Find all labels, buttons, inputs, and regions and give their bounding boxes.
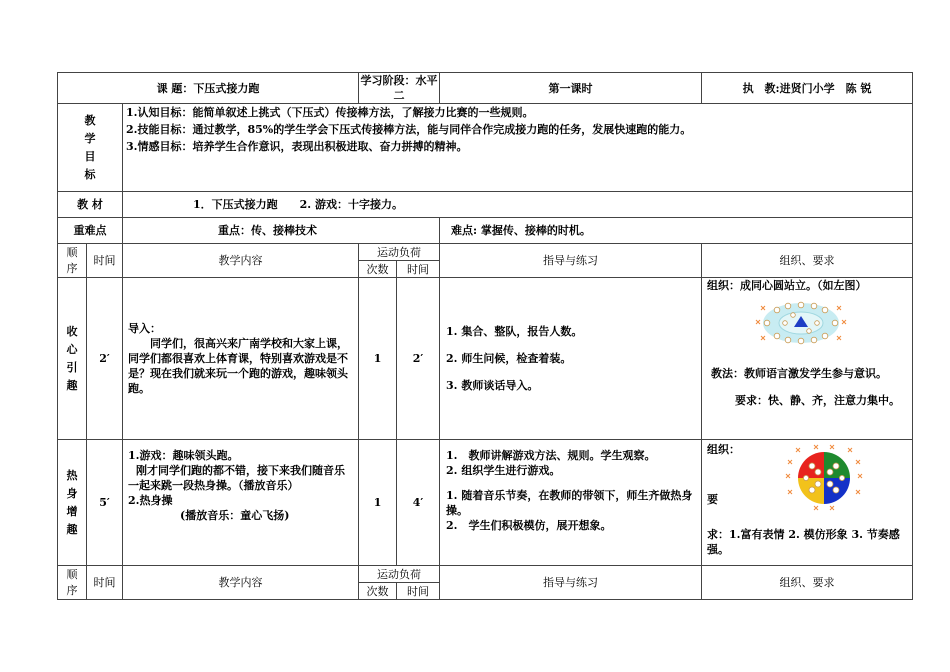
col-order-char: 序 xyxy=(66,583,78,597)
stage-2-content xyxy=(123,440,359,566)
content-line: (播放音乐：童心飞扬) xyxy=(180,509,290,522)
stage-1-duration: 2′ xyxy=(397,278,440,440)
stage: 水平二 xyxy=(393,74,438,102)
stage-2-time: 5′ xyxy=(87,440,123,566)
lesson-number: 第一课时 xyxy=(548,81,593,95)
stage-2-org xyxy=(702,440,913,566)
col-order xyxy=(58,566,87,600)
col-org: 组织、要求 xyxy=(702,244,913,278)
guide-item: 2. 组织学生进行游戏。 xyxy=(446,464,561,477)
col-order-char: 顺 xyxy=(66,567,78,581)
org-requirement: 求：1.富有表情 2. 模仿形象 3. 节奏感强。 xyxy=(707,528,900,556)
teacher: 进贤门小学 陈 锐 xyxy=(779,81,872,95)
col-org: 组织、要求 xyxy=(702,566,913,600)
goals-label xyxy=(58,104,123,192)
col-order-char: 顺 xyxy=(66,245,78,259)
col-count: 次数 xyxy=(359,261,397,278)
stage-row-2 xyxy=(58,440,913,566)
content-line: 刚才同学们跑的都不错，接下来我们随音乐一起来跳一段热身操。（播放音乐） xyxy=(128,464,345,492)
column-header-row-repeat xyxy=(58,566,913,583)
stage-1-count: 1 xyxy=(359,278,397,440)
stage-char: 趣 xyxy=(66,522,78,536)
col-guide: 指导与练习 xyxy=(440,566,702,600)
stage-char: 趣 xyxy=(66,378,78,392)
keypoints-row xyxy=(58,218,913,244)
lesson-plan-table xyxy=(57,72,913,600)
stage-char: 身 xyxy=(66,486,78,500)
content-line: 1.游戏：趣味领头跑。 xyxy=(128,449,239,462)
col-count: 次数 xyxy=(359,583,397,600)
stage-char: 热 xyxy=(66,468,78,482)
col-guide: 指导与练习 xyxy=(440,244,702,278)
guide-item: 1. 集合、整队，报告人数。 xyxy=(446,325,583,338)
stage-char: 增 xyxy=(66,504,78,518)
goals-label-char: 标 xyxy=(84,167,96,181)
stage-row-1 xyxy=(58,278,913,440)
stage-1-guide xyxy=(440,278,702,440)
teacher-cell xyxy=(702,73,913,104)
goals-row xyxy=(58,104,913,192)
col-content: 教学内容 xyxy=(123,244,359,278)
stage-2-duration: 4′ xyxy=(397,440,440,566)
teacher-label: 执 教: xyxy=(742,81,780,95)
col-duration: 时间 xyxy=(397,261,440,278)
material-text: 1．下压式接力跑 2. 游戏：十字接力。 xyxy=(123,192,913,218)
stage-1-time: 2′ xyxy=(87,278,123,440)
concentric-circle-diagram xyxy=(753,296,849,350)
guide-item: 1. 随着音乐节奏，在教师的带领下，师生齐做热身操。 xyxy=(446,489,693,517)
org-requirement: 要求：快、静、齐，注意力集中。 xyxy=(735,394,901,407)
content-title: 导入： xyxy=(128,322,161,335)
goals-label-char: 教 xyxy=(84,113,96,127)
goals-label-char: 目 xyxy=(84,149,96,163)
stage-2-label xyxy=(58,440,87,566)
goal-emotion: 3.情感目标：培养学生合作意识，表现出积极进取、奋力拼搏的精神。 xyxy=(126,140,468,153)
col-time: 时间 xyxy=(87,244,123,278)
stage-2-count: 1 xyxy=(359,440,397,566)
material-label: 教 材 xyxy=(58,192,123,218)
col-load: 运动负荷 xyxy=(359,244,440,261)
material-row xyxy=(58,192,913,218)
content-line: 2.热身操 xyxy=(128,494,173,507)
stage-char: 心 xyxy=(66,342,78,356)
stage-1-content xyxy=(123,278,359,440)
lesson-cell xyxy=(440,73,702,104)
four-group-sector-diagram xyxy=(778,444,870,512)
content-text: 同学们，很高兴来广南学校和大家上课，同学们都很喜欢上体育课，特别喜欢游戏是不是？现在我们就来玩一个跑的游戏，趣味领头跑。 xyxy=(128,337,348,395)
header-row xyxy=(58,73,913,104)
stage-2-guide xyxy=(440,440,702,566)
col-duration: 时间 xyxy=(397,583,440,600)
keypoints-label: 重难点 xyxy=(58,218,123,244)
org-method: 教法：教师语言激发学生参与意识。 xyxy=(711,367,888,380)
stage-char: 收 xyxy=(66,324,78,338)
key-point: 重点：传、接棒技术 xyxy=(123,218,440,244)
org-text: 组织： xyxy=(707,443,741,456)
column-header-row xyxy=(58,244,913,261)
goals-label-char: 学 xyxy=(84,131,96,145)
col-order-char: 序 xyxy=(66,261,78,275)
topic: 下压式接力跑 xyxy=(193,81,260,95)
stage-1-label xyxy=(58,278,87,440)
goals-content xyxy=(123,104,913,192)
topic-label: 课 题： xyxy=(156,81,194,95)
stage-1-org xyxy=(702,278,913,440)
stage-label: 学习阶段： xyxy=(360,74,416,87)
stage-char: 引 xyxy=(66,360,78,374)
col-time: 时间 xyxy=(87,566,123,600)
col-content: 教学内容 xyxy=(123,566,359,600)
guide-item: 2. 师生问候，检查着装。 xyxy=(446,352,572,365)
goal-skill: 2.技能目标：通过教学，85%的学生学会下压式传接棒方法，能与同伴合作完成接力跑的任务，发展快速跑的能力。 xyxy=(126,123,692,136)
guide-item: 3. 教师谈话导入。 xyxy=(446,379,539,392)
guide-item: 1. 教师讲解游戏方法、规则。学生观察。 xyxy=(446,449,656,462)
org-requirement-label: 要 xyxy=(707,493,719,506)
col-load: 运动负荷 xyxy=(359,566,440,583)
goal-cognitive: 1.认知目标：能简单叙述上挑式（下压式）传接棒方法，了解接力比赛的一些规则。 xyxy=(126,106,534,119)
topic-cell xyxy=(58,73,359,104)
org-text: 组织：成同心圆站立。（如左图） xyxy=(707,279,867,292)
stage-cell xyxy=(359,73,440,104)
difficulty-point: 难点: 掌握传、接棒的时机。 xyxy=(440,218,913,244)
guide-item: 2. 学生们积极模仿，展开想象。 xyxy=(446,519,612,532)
col-order xyxy=(58,244,87,278)
